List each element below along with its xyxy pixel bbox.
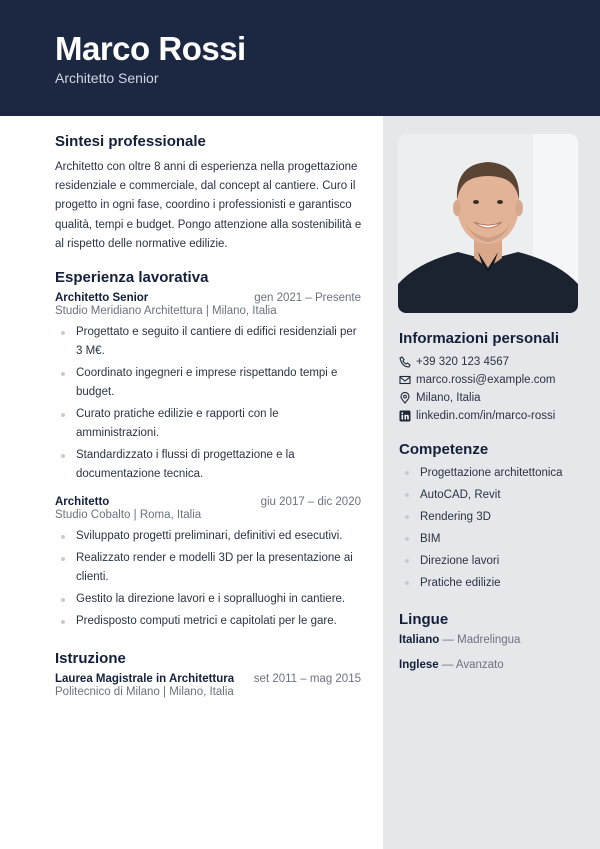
language-item [399, 659, 520, 684]
linkedin-item [399, 407, 556, 425]
skill-item: Direzione lavori [399, 552, 563, 574]
job-entry [55, 496, 361, 634]
language-item [399, 634, 520, 659]
job-bullet: Coordinato ingegneri e imprese rispettando tempi e budget. [55, 364, 361, 402]
languages-title: Lingue [399, 611, 449, 628]
skill-item: Progettazione architettonica [399, 464, 563, 486]
skill-item: Rendering 3D [399, 508, 563, 530]
job-bullet: Curato pratiche edilizie e rapporti con le amministrazioni. [55, 405, 361, 443]
job-role: Architetto Senior [55, 292, 149, 304]
job-bullet: Progettato e seguito il cantiere di edifici residenziali per 3 M€. [55, 323, 361, 361]
experience-title: Esperienza lavorativa [55, 269, 209, 286]
job-bullets [55, 527, 361, 631]
skill-item: Pratiche edilizie [399, 574, 563, 596]
profile-photo [398, 134, 578, 313]
skill-item: AutoCAD, Revit [399, 486, 563, 508]
phone-icon [399, 356, 411, 368]
job-company: Studio Cobalto | Roma, Italia [55, 509, 202, 521]
email-address: marco.rossi@example.com [416, 374, 556, 386]
job-bullet: Standardizzato i flussi di progettazione e la documentazione tecnica. [55, 446, 361, 484]
language-name: Inglese [399, 659, 439, 671]
candidate-role: Architetto Senior [55, 70, 159, 86]
job-bullet: Sviluppato progetti preliminari, definitivi ed esecutivi. [55, 527, 361, 546]
job-bullet: Predisposto computi metrici e capitolati per le gare. [55, 612, 361, 631]
sidebar [383, 116, 600, 849]
location-item [399, 389, 556, 407]
personal-info-title: Informazioni personali [399, 330, 560, 347]
linkedin-url: linkedin.com/in/marco-rossi [416, 410, 556, 422]
skills-title: Competenze [399, 441, 489, 458]
language-level: — Avanzato [441, 659, 504, 671]
job-bullet: Realizzato render e modelli 3D per la presentazione ai clienti. [55, 549, 361, 587]
job-entry [55, 292, 361, 487]
education-entry [55, 673, 361, 698]
school: Politecnico di Milano | Milano, Italia [55, 686, 234, 698]
language-level: — Madrelingua [442, 634, 521, 646]
summary-title: Sintesi professionale [55, 133, 206, 150]
phone-item [399, 353, 556, 371]
linkedin-icon [399, 410, 411, 422]
job-bullets [55, 323, 361, 484]
degree: Laurea Magistrale in Architettura [55, 673, 235, 685]
skills-list [399, 464, 563, 596]
job-role: Architetto [55, 496, 110, 508]
job-company: Studio Meridiano Architettura | Milano, Italia [55, 305, 277, 317]
mail-icon [399, 374, 411, 386]
contact-list [399, 353, 556, 425]
location-pin-icon [399, 392, 411, 404]
education-title: Istruzione [55, 650, 126, 667]
header [0, 0, 600, 116]
skill-item: BIM [399, 530, 563, 552]
education-dates: set 2011 – mag 2015 [253, 673, 361, 685]
languages-list [399, 634, 520, 684]
job-bullet: Gestito la direzione lavori e i sopralluoghi in cantiere. [55, 590, 361, 609]
candidate-name: Marco Rossi [55, 30, 246, 67]
phone-number: +39 320 123 4567 [416, 356, 510, 368]
summary-text: Architetto con oltre 8 anni di esperienza nella progettazione residenziale e commerciale, dal concept al cantiere. Curo il progetto in ogni fase, coordino i professionisti e garantisco qualità, tempi e budget. Pongo attenzione alla sostenibilità e al rispetto delle normative edilizie. [55, 161, 362, 250]
language-name: Italiano [399, 634, 440, 646]
job-dates: giu 2017 – dic 2020 [260, 496, 361, 508]
job-dates: gen 2021 – Presente [254, 292, 361, 304]
email-item [399, 371, 556, 389]
location-text: Milano, Italia [416, 392, 481, 404]
